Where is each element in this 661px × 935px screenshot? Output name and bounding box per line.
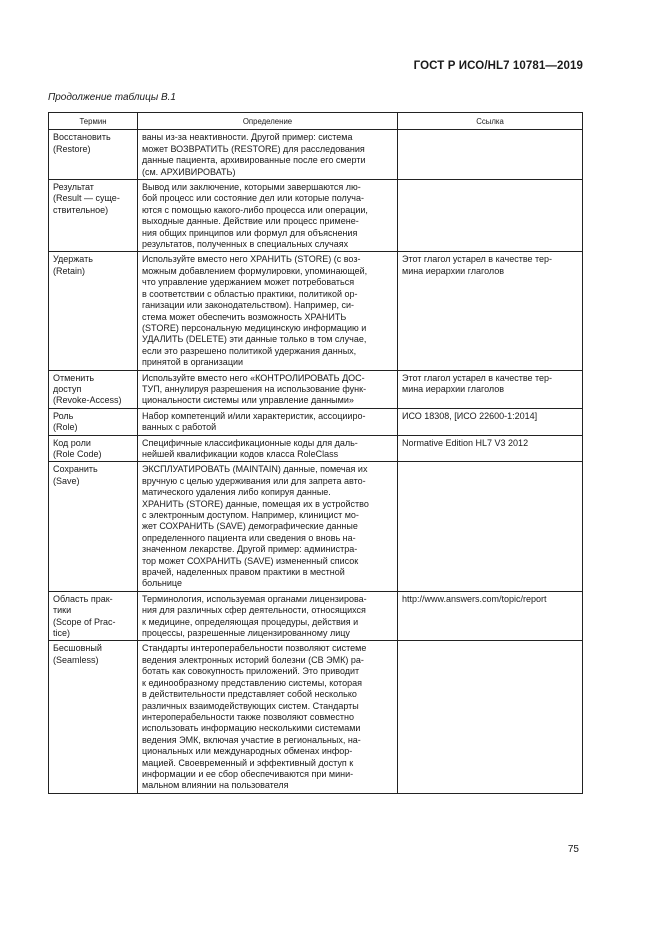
table-row: [49, 641, 583, 793]
term-line: Бесшовный: [53, 643, 102, 654]
definition-line: ведения электронных историй болезни (СВ ЭМК) ра-: [142, 654, 364, 665]
definition-line: Терминология, используемая органами лицензирова-: [142, 593, 367, 604]
definitions-table: [48, 112, 583, 794]
term-line: (Revoke-Access): [53, 395, 122, 406]
definition-cell: [138, 252, 398, 370]
reference-line: мина иерархии глаголов: [402, 265, 505, 276]
reference-cell: [398, 435, 583, 462]
term-cell: [49, 408, 138, 435]
reference-line: http://www.answers.com/topic/report: [402, 593, 547, 604]
definition-line: ТУП, аннулируя разрешения на использование функ-: [142, 383, 367, 394]
definition-line: может ВОЗВРАТИТЬ (RESTORE) для расследования: [142, 143, 365, 154]
definition-line: информации и ее сбор обеспечиваются при мини-: [142, 768, 354, 779]
reference-cell: [398, 591, 583, 641]
term-cell: [49, 591, 138, 641]
definition-line: стема может обеспечить возможность ХРАНИТЬ: [142, 311, 347, 322]
term-line: (Retain): [53, 265, 86, 276]
term-line: Код роли: [53, 437, 91, 448]
definition-line: что управление удержанием может потребоваться: [142, 277, 355, 288]
table-header-row: [49, 113, 583, 130]
term-line: (Role Code): [53, 448, 102, 459]
definition-line: врачей, наделенных правом практики в местной: [142, 567, 345, 578]
definition-line: Вывод или заключение, которыми завершаются лю-: [142, 182, 361, 193]
definition-line: использовать информацию несколькими системами: [142, 723, 361, 734]
definition-line: данные пациента, архивированные после его смерти: [142, 155, 366, 166]
definition-line: определенного пациента или сведения о вновь на-: [142, 532, 356, 543]
table-row: [49, 130, 583, 180]
definition-line: ведения ЭМК, включая участие в региональных, на-: [142, 734, 361, 745]
term-cell: [49, 130, 138, 180]
definition-line: в действительности представляет собой несколько: [142, 689, 357, 700]
definition-line: ЭКСПЛУАТИРОВАТЬ (MAINTAIN) данные, помечая их: [142, 464, 368, 475]
definition-line: мальном влиянии на пользователя: [142, 780, 289, 791]
definition-line: результатов, полученных в специальных случаях: [142, 239, 349, 250]
table-row: [49, 408, 583, 435]
column-header-term: Термин: [49, 113, 138, 130]
term-line: Восстановить: [53, 132, 111, 143]
definition-cell: [138, 130, 398, 180]
term-line: тики: [53, 605, 72, 616]
definition-line: можным добавлением формулировки, упоминающей,: [142, 265, 368, 276]
definition-line: к медицине, определяющая процедуры, действия и: [142, 616, 359, 627]
table-row: [49, 591, 583, 641]
definition-line: ХРАНИТЬ (STORE) данные, помещая их в устройство: [142, 498, 369, 509]
reference-cell: [398, 180, 583, 252]
reference-cell: [398, 462, 583, 591]
definition-line: Набор компетенций и/или характеристик, ассоцииро-: [142, 410, 366, 421]
term-line: ствительное): [53, 204, 109, 215]
term-line: tice): [53, 628, 71, 639]
definition-line: ваны из-за неактивности. Другой пример: система: [142, 132, 353, 143]
term-line: Отменить: [53, 372, 95, 383]
reference-line: мина иерархии глаголов: [402, 383, 505, 394]
definition-line: если это разрешено политикой удержания данных,: [142, 345, 357, 356]
term-line: (Result — суще-: [53, 193, 120, 204]
definition-line: больнице: [142, 578, 182, 589]
definition-line: ния для различных сфер деятельности, относящихся: [142, 605, 366, 616]
definition-cell: [138, 370, 398, 408]
table-row: [49, 435, 583, 462]
term-line: доступ: [53, 383, 82, 394]
definition-line: выходные данные. Действие или процесс примене-: [142, 216, 359, 227]
term-cell: [49, 252, 138, 370]
definition-line: процессы, разрешенные лицензированному лицу: [142, 628, 350, 639]
term-cell: [49, 180, 138, 252]
term-line: Результат: [53, 182, 94, 193]
table-row: [49, 462, 583, 591]
table-row: [49, 180, 583, 252]
definition-cell: [138, 180, 398, 252]
definition-line: ванных с работой: [142, 422, 217, 433]
term-cell: [49, 435, 138, 462]
definition-line: Используйте вместо него ХРАНИТЬ (STORE) (с воз-: [142, 254, 361, 265]
definition-line: ганизации или законодательством). Например, си-: [142, 300, 355, 311]
definition-line: циональных или международных обменах инфор-: [142, 746, 353, 757]
reference-line: Этот глагол устарел в качестве тер-: [402, 254, 553, 265]
term-line: (Role): [53, 422, 78, 433]
definition-line: бой процесс или состояние дел или которые получа-: [142, 193, 364, 204]
definition-cell: [138, 462, 398, 591]
term-line: Сохранить: [53, 464, 98, 475]
definition-line: вручную с целью удерживания или для запрета авто-: [142, 475, 366, 486]
definition-line: УДАЛИТЬ (DELETE) эти данные только в том случае,: [142, 334, 367, 345]
definition-line: Используйте вместо него «КОНТРОЛИРОВАТЬ ДОС-: [142, 372, 365, 383]
definition-line: ботать как совокупность приложений. Это приводит: [142, 666, 360, 677]
term-line: Область прак-: [53, 593, 113, 604]
definition-line: матического удаления либо копируя данные.: [142, 487, 331, 498]
term-line: (Seamless): [53, 654, 99, 665]
reference-line: ИСО 18308, [ИСО 22600-1:2014]: [402, 410, 538, 421]
definition-line: Стандарты интероперабельности позволяют системе: [142, 643, 367, 654]
definition-line: (STORE) персональную медицинскую информацию и: [142, 322, 367, 333]
column-header-definition: Определение: [138, 113, 398, 130]
document-header: ГОСТ Р ИСО/HL7 10781—2019: [413, 60, 583, 72]
term-line: Роль: [53, 410, 74, 421]
definition-line: в соответствии с областью практики, политикой ор-: [142, 288, 358, 299]
column-header-reference: Ссылка: [398, 113, 583, 130]
table-row: [49, 252, 583, 370]
definition-line: значенном лекарстве. Другой пример: администра-: [142, 544, 358, 555]
table-body: [49, 130, 583, 793]
term-cell: [49, 462, 138, 591]
term-cell: [49, 370, 138, 408]
definition-line: циональности системы или управление данными»: [142, 395, 354, 406]
reference-cell: [398, 408, 583, 435]
term-cell: [49, 641, 138, 793]
definition-line: ния общих принципов или формул для объяснения: [142, 227, 358, 238]
definition-line: (см. АРХИВИРОВАТЬ): [142, 166, 236, 177]
term-line: (Scope of Prac-: [53, 616, 116, 627]
definition-line: к единообразному представлению системы, которая: [142, 677, 362, 688]
definition-cell: [138, 408, 398, 435]
definition-line: жет СОХРАНИТЬ (SAVE) демографические данные: [142, 521, 358, 532]
reference-cell: [398, 252, 583, 370]
term-line: (Restore): [53, 143, 91, 154]
definition-line: нейшей квалификации кодов класса RoleClass: [142, 448, 339, 459]
reference-line: Этот глагол устарел в качестве тер-: [402, 372, 553, 383]
page-number: 75: [567, 844, 579, 855]
definition-cell: [138, 435, 398, 462]
reference-cell: [398, 130, 583, 180]
definition-line: принятой в организации: [142, 357, 244, 368]
definition-cell: [138, 641, 398, 793]
reference-cell: [398, 370, 583, 408]
definition-line: мацией. Своевременный и эффективный доступ к: [142, 757, 354, 768]
definition-line: с электронным доступом. Например, клиницист мо-: [142, 510, 359, 520]
definition-cell: [138, 591, 398, 641]
definition-line: Специфичные классификационные коды для даль-: [142, 437, 358, 448]
reference-cell: [398, 641, 583, 793]
table-caption: Продолжение таблицы В.1: [48, 92, 176, 103]
definition-line: тор может СОХРАНИТЬ (SAVE) измененный список: [142, 555, 359, 566]
definition-line: различных взаимодействующих систем. Стандарты: [142, 700, 359, 711]
term-line: (Save): [53, 475, 80, 486]
definition-line: ются с помощью какого-либо процесса или операции,: [142, 204, 368, 215]
reference-line: Normative Edition HL7 V3 2012: [402, 437, 529, 448]
term-line: Удержать: [53, 254, 93, 265]
definition-line: интероперабельности также позволяют совместно: [142, 711, 355, 722]
table-row: [49, 370, 583, 408]
